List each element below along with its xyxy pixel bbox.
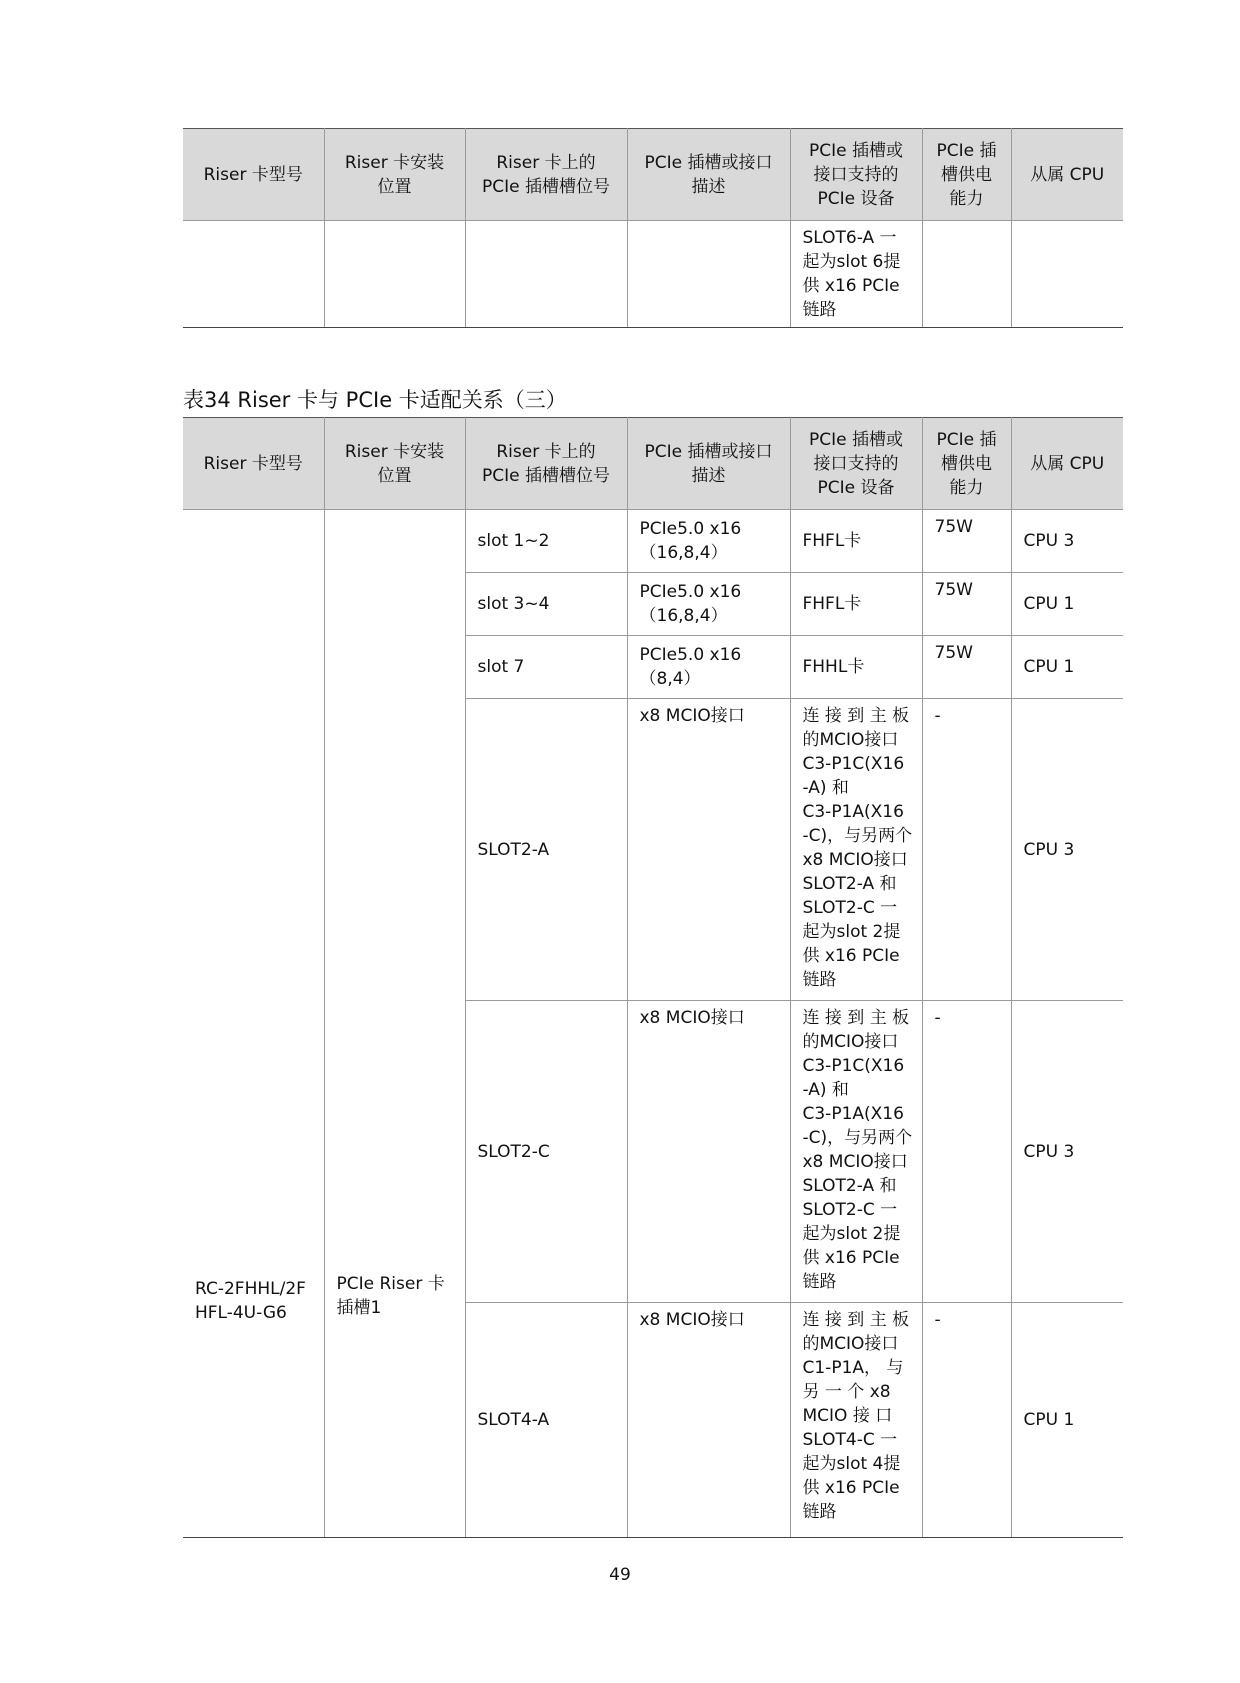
install-location-cell: PCIe Riser 卡 插槽1 — [324, 510, 465, 1538]
continued-table — [183, 128, 1123, 328]
header-cpu: 从属 CPU — [1011, 418, 1123, 510]
slot-cell: SLOT2-A — [465, 699, 627, 1001]
cpu-cell: CPU 1 — [1011, 573, 1123, 636]
table-cell — [1011, 221, 1123, 328]
table-caption: 表34 Riser 卡与 PCIe 卡适配关系（三） — [183, 388, 567, 412]
device-cell: FHHL卡 — [790, 636, 922, 699]
header-slot-description: PCIe 插槽或接口 描述 — [627, 418, 790, 510]
desc-cell: PCIe5.0 x16 （16,8,4） — [627, 510, 790, 573]
table-row — [183, 510, 1123, 573]
device-cell: 连 接 到 主 板 的MCIO接口 C3-P1C(X16 -A) 和 C3-P1A(X16 -C)，与另两个 x8 MCIO接口 SLOT2-A 和 SLOT2-C 一 起为slot 2提 供 x16 PCIe 链路 — [790, 699, 922, 1001]
table-cell — [627, 221, 790, 328]
table-cell — [324, 221, 465, 328]
header-riser-model: Riser 卡型号 — [183, 129, 324, 221]
cpu-cell: CPU 1 — [1011, 1303, 1123, 1538]
cpu-cell: CPU 3 — [1011, 510, 1123, 573]
header-slot-description: PCIe 插槽或接口 描述 — [627, 129, 790, 221]
header-slot-number: Riser 卡上的 PCIe 插槽槽位号 — [465, 418, 627, 510]
slot-cell: slot 7 — [465, 636, 627, 699]
slot-cell: SLOT4-A — [465, 1303, 627, 1538]
slot-cell: slot 3~4 — [465, 573, 627, 636]
slot-cell: slot 1~2 — [465, 510, 627, 573]
header-supported-device: PCIe 插槽或 接口支持的 PCIe 设备 — [790, 418, 922, 510]
table-cell-device: SLOT6-A 一 起为slot 6提 供 x16 PCIe 链路 — [790, 221, 922, 328]
header-install-location: Riser 卡安装 位置 — [324, 129, 465, 221]
desc-cell: PCIe5.0 x16 （8,4） — [627, 636, 790, 699]
power-cell: 75W — [922, 573, 1011, 636]
header-supported-device: PCIe 插槽或 接口支持的 PCIe 设备 — [790, 129, 922, 221]
power-cell: - — [922, 699, 1011, 1001]
header-install-location: Riser 卡安装 位置 — [324, 418, 465, 510]
cpu-cell: CPU 3 — [1011, 1001, 1123, 1303]
page-number: 49 — [609, 1565, 631, 1585]
power-cell: 75W — [922, 510, 1011, 573]
table-cell — [465, 221, 627, 328]
table-cell — [922, 221, 1011, 328]
power-cell: - — [922, 1001, 1011, 1303]
header-cpu: 从属 CPU — [1011, 129, 1123, 221]
power-cell: - — [922, 1303, 1011, 1538]
desc-cell: x8 MCIO接口 — [627, 1001, 790, 1303]
device-cell: FHFL卡 — [790, 573, 922, 636]
header-riser-model: Riser 卡型号 — [183, 418, 324, 510]
power-cell: 75W — [922, 636, 1011, 699]
header-power-capacity: PCIe 插 槽供电 能力 — [922, 418, 1011, 510]
slot-cell: SLOT2-C — [465, 1001, 627, 1303]
device-cell: 连 接 到 主 板 的MCIO接口 C1-P1A， 与 另 一 个 x8 MCIO 接 口 SLOT4-C 一 起为slot 4提 供 x16 PCIe 链路 — [790, 1303, 922, 1538]
header-slot-number: Riser 卡上的 PCIe 插槽槽位号 — [465, 129, 627, 221]
header-power-capacity: PCIe 插 槽供电 能力 — [922, 129, 1011, 221]
device-cell: FHFL卡 — [790, 510, 922, 573]
riser-compatibility-table — [183, 417, 1123, 1538]
desc-cell: PCIe5.0 x16 （16,8,4） — [627, 573, 790, 636]
riser-model-cell: RC-2FHHL/2F HFL-4U-G6 — [183, 510, 324, 1538]
cpu-cell: CPU 1 — [1011, 636, 1123, 699]
desc-cell: x8 MCIO接口 — [627, 699, 790, 1001]
desc-cell: x8 MCIO接口 — [627, 1303, 790, 1538]
table-cell — [183, 221, 324, 328]
cpu-cell: CPU 3 — [1011, 699, 1123, 1001]
device-cell: 连 接 到 主 板 的MCIO接口 C3-P1C(X16 -A) 和 C3-P1A(X16 -C)，与另两个 x8 MCIO接口 SLOT2-A 和 SLOT2-C 一 起为slot 2提 供 x16 PCIe 链路 — [790, 1001, 922, 1303]
